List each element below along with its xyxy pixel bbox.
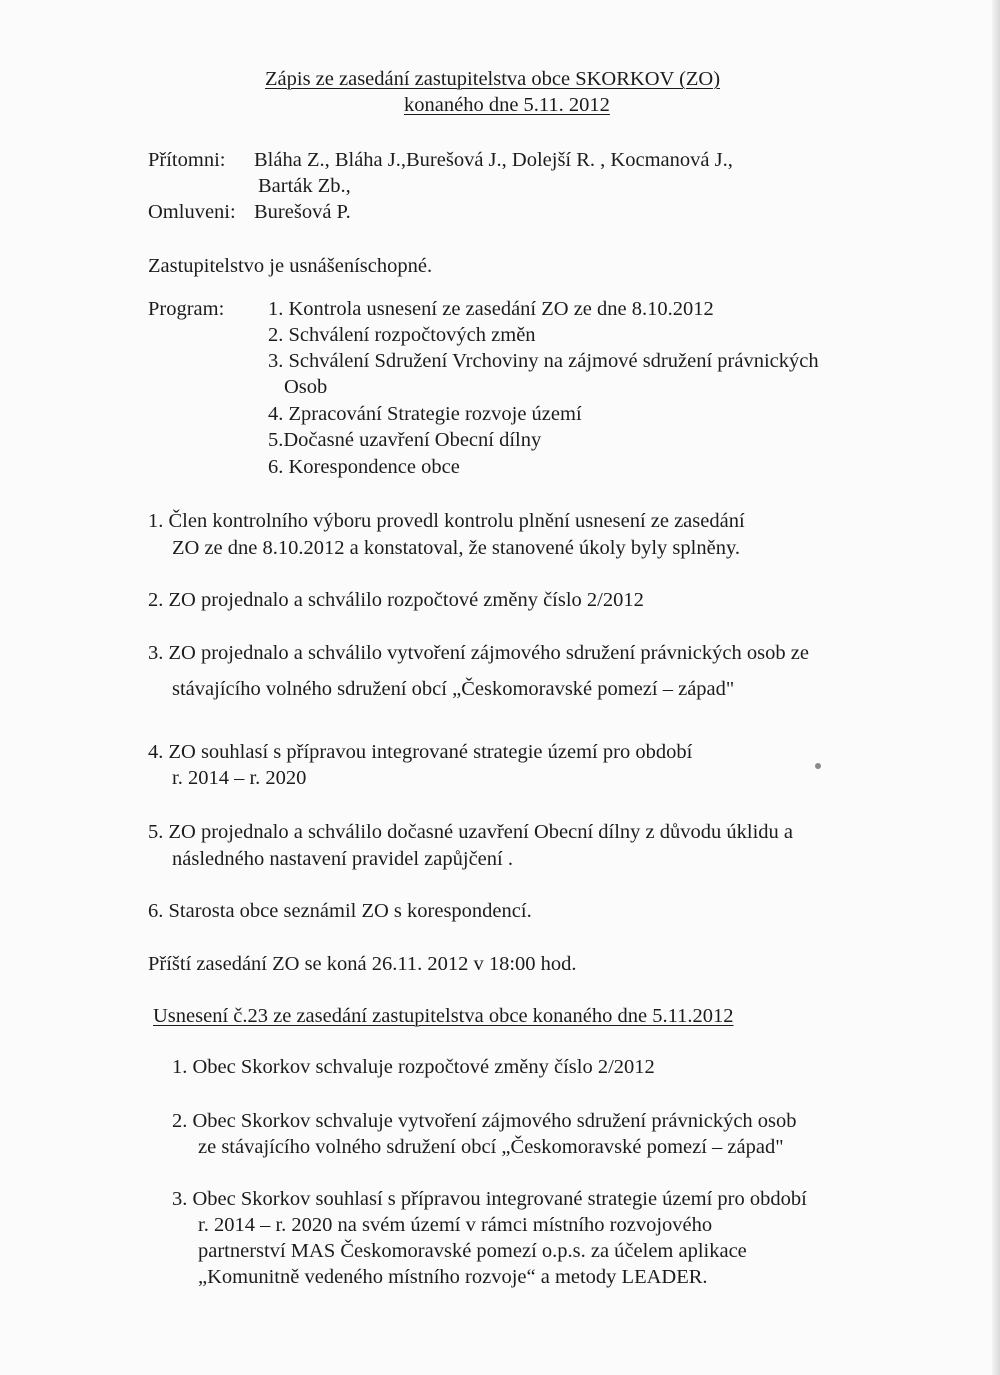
quorum-statement: Zastupitelstvo je usnášeníschopné.	[148, 255, 433, 277]
minutes-point-2: 2. ZO projednalo a schválilo rozpočtové změny číslo 2/2012	[148, 589, 644, 611]
minutes-point-4-line-1: 4. ZO souhlasí s přípravou integrované strategie území pro období	[148, 741, 693, 763]
program-item: 1. Kontrola usnesení ze zasedání ZO ze dne 8.10.2012	[268, 298, 714, 320]
resolution-item-3-line-4: „Komunitně vedeného místního rozvoje“ a metody LEADER.	[198, 1266, 708, 1288]
minutes-point-4-line-2: r. 2014 – r. 2020	[172, 767, 307, 789]
excused-names: Burešová P.	[254, 201, 351, 223]
minutes-point-5-line-1: 5. ZO projednalo a schválilo dočasné uzavření Obecní dílny z důvodu úklidu a	[148, 821, 793, 843]
resolution-item-1: 1. Obec Skorkov schvaluje rozpočtové změny číslo 2/2012	[172, 1056, 655, 1078]
present-names-line-1: Bláha Z., Bláha J.,Burešová J., Dolejší R. , Kocmanová J.,	[254, 149, 733, 171]
program-item: 3. Schválení Sdružení Vrchoviny na zájmové sdružení právnických	[268, 350, 819, 372]
present-names-line-2: Barták Zb.,	[258, 175, 351, 197]
page-edge-shadow	[992, 0, 1000, 1375]
program-item: 2. Schválení rozpočtových změn	[268, 324, 536, 346]
resolution-item-3-line-3: partnerství MAS Českomoravské pomezí o.p.s. za účelem aplikace	[198, 1240, 747, 1262]
document-title-line-1: Zápis ze zasedání zastupitelstva obce SKORKOV (ZO)	[265, 68, 721, 90]
excused-label: Omluveni:	[148, 201, 236, 223]
resolution-item-3-line-2: r. 2014 – r. 2020 na svém území v rámci místního rozvojového	[198, 1214, 713, 1236]
program-item: 4. Zpracování Strategie rozvoje území	[268, 403, 582, 425]
program-item-continuation: Osob	[284, 376, 328, 398]
minutes-point-1-line-1: 1. Člen kontrolního výboru provedl kontrolu plnění usnesení ze zasedání	[148, 510, 745, 532]
present-label: Přítomni:	[148, 149, 226, 171]
minutes-point-3-line-2: stávajícího volného sdružení obcí „Českomoravské pomezí – západ"	[172, 678, 735, 700]
resolution-title: Usnesení č.23 ze zasedání zastupitelstva obce konaného dne 5.11.2012	[153, 1005, 734, 1027]
resolution-item-3-line-1: 3. Obec Skorkov souhlasí s přípravou integrované strategie území pro období	[172, 1188, 807, 1210]
next-meeting-note: Příští zasedání ZO se koná 26.11. 2012 v 18:00 hod.	[148, 953, 577, 975]
program-item: 6. Korespondence obce	[268, 456, 460, 478]
minutes-point-6: 6. Starosta obce seznámil ZO s korespondencí.	[148, 900, 532, 922]
resolution-item-2-line-1: 2. Obec Skorkov schvaluje vytvoření zájmového sdružení právnických osob	[172, 1110, 797, 1132]
document-title-line-2: konaného dne 5.11. 2012	[404, 94, 610, 116]
program-item: 5.Dočasné uzavření Obecní dílny	[268, 429, 542, 451]
program-label: Program:	[148, 298, 225, 320]
minutes-point-1-line-2: ZO ze dne 8.10.2012 a konstatoval, že stanovené úkoly byly splněny.	[172, 537, 740, 559]
resolution-item-2-line-2: ze stávajícího volného sdružení obcí „Českomoravské pomezí – západ"	[198, 1136, 784, 1158]
minutes-point-3-line-1: 3. ZO projednalo a schválilo vytvoření zájmového sdružení právnických osob ze	[148, 642, 809, 664]
scan-speck	[815, 763, 821, 769]
minutes-point-5-line-2: následného nastavení pravidel zapůjčení .	[172, 848, 513, 870]
